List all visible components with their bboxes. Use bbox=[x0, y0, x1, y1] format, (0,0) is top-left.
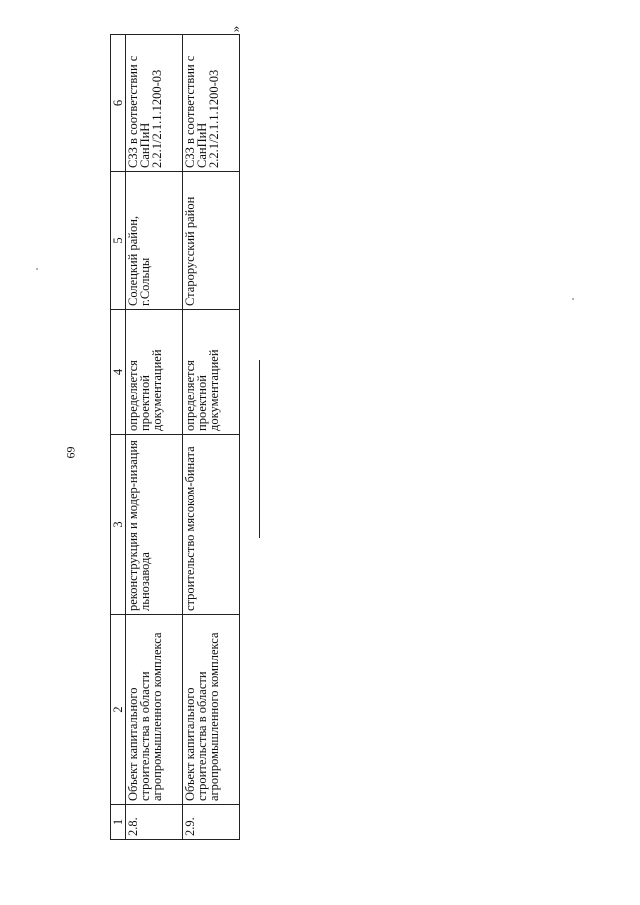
object-purpose: реконструкция и модер-низация льнозавода bbox=[126, 435, 183, 615]
object-location: Старорусский район bbox=[183, 172, 240, 310]
row-number: 2.9. bbox=[183, 805, 240, 840]
table-row bbox=[126, 35, 183, 840]
row-number: 2.8. bbox=[126, 805, 183, 840]
header-cell: 2 bbox=[111, 615, 126, 805]
object-purpose: строительство мясоком-бината bbox=[183, 435, 240, 615]
header-cell: 1 bbox=[111, 805, 126, 840]
object-name: Объект капитального строительства в области агропромышленного комплекса bbox=[126, 615, 183, 805]
closing-quote: » bbox=[227, 25, 242, 33]
header-cell: 3 bbox=[111, 435, 126, 615]
object-params: определяется проектной документацией bbox=[126, 310, 183, 435]
page-number: 69 bbox=[63, 446, 78, 458]
header-cell: 6 bbox=[111, 35, 126, 172]
object-zone: СЗЗ в соответствии с СанПиН 2.2.1/2.1.1.1200-03 bbox=[126, 35, 183, 172]
separator-line bbox=[259, 360, 260, 538]
object-params: определяется проектной документацией bbox=[183, 310, 240, 435]
scan-speck bbox=[36, 268, 38, 270]
object-zone: СЗЗ в соответствии с СанПиН 2.2.1/2.1.1.1200-03 bbox=[183, 35, 240, 172]
rotated-table-container bbox=[110, 35, 238, 840]
object-location: Солецкий район, г.Сольцы bbox=[126, 172, 183, 310]
object-name: Объект капитального строительства в области агропромышленного комплекса bbox=[183, 615, 240, 805]
objects-table bbox=[110, 34, 240, 840]
scan-speck bbox=[572, 298, 574, 300]
table-header-row bbox=[111, 35, 126, 840]
header-cell: 4 bbox=[111, 310, 126, 435]
table-row bbox=[183, 35, 240, 840]
header-cell: 5 bbox=[111, 172, 126, 310]
